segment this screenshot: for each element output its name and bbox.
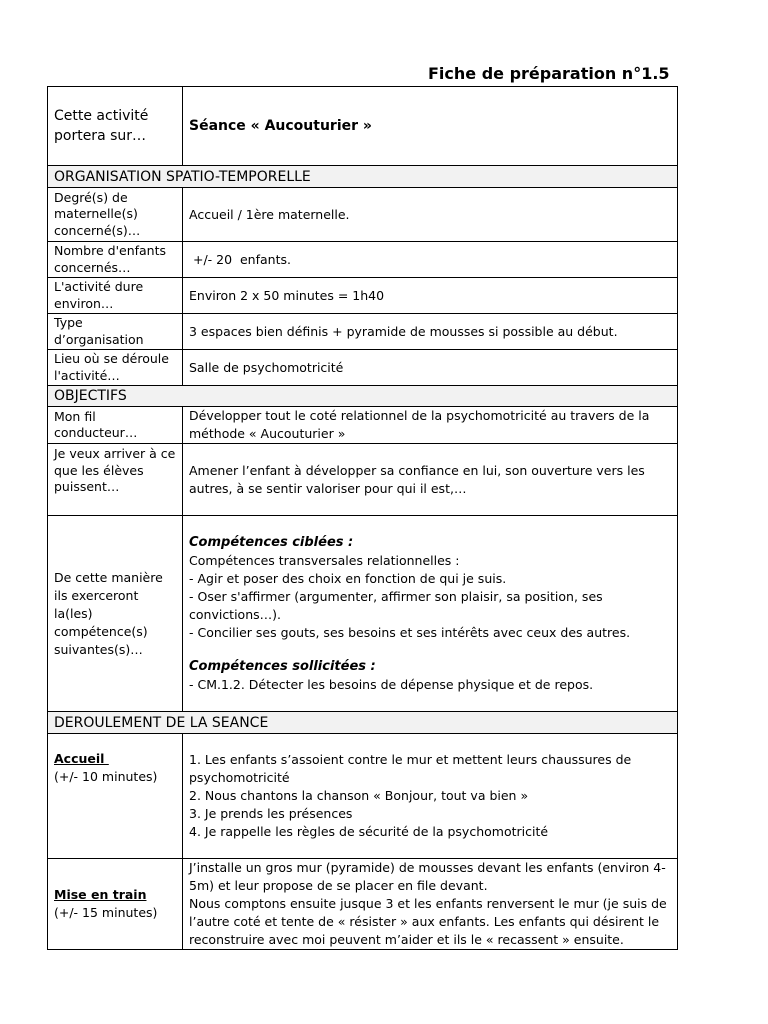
row-label-line: Lieu où se déroule <box>54 351 169 366</box>
competence-line: - CM.1.2. Détecter les besoins de dépense physique et de repos. <box>189 676 594 692</box>
row-label-line: d’organisation <box>54 331 144 347</box>
competences-sollicitees-title: Compétences sollicitées : <box>189 658 376 674</box>
step-label <box>48 859 183 950</box>
competences-cell <box>183 516 678 712</box>
table-row <box>48 314 678 350</box>
section-deroulement: DEROULEMENT DE LA SEANCE <box>48 712 678 734</box>
row-label <box>48 516 183 712</box>
row-label-line: L'activité dure <box>54 279 144 294</box>
competence-line: - Oser s'affirmer (argumenter, affirmer son plaisir, sa position, ses <box>189 588 603 604</box>
row-label-line: conducteur… <box>54 425 138 440</box>
table-row <box>48 859 678 950</box>
subject-label-line: Cette activité <box>54 108 149 124</box>
competence-line: - Concilier ses gouts, ses besoins et ses intérêts avec ceux des autres. <box>189 624 631 640</box>
competences-cibles-title: Compétences ciblées : <box>189 534 354 550</box>
row-label-line: maternelle(s) <box>54 206 138 222</box>
table-row <box>48 734 678 859</box>
table-row <box>48 350 678 386</box>
row-label <box>48 242 183 278</box>
subject-value: Séance « Aucouturier » <box>189 118 372 134</box>
step-line: Nous comptons ensuite jusque 3 et les enfants renversent le mur (je suis de <box>189 896 667 911</box>
step-content <box>183 734 678 859</box>
step-line: 3. Je prends les présences <box>189 806 353 821</box>
row-value <box>183 407 678 444</box>
step-line: 2. Nous chantons la chanson « Bonjour, tout va bien » <box>189 788 529 803</box>
step-line: J’installe un gros mur (pyramide) de mousses devant les enfants (environ 4- <box>189 860 666 875</box>
row-label <box>48 188 183 242</box>
table-row <box>48 242 678 278</box>
row-label-line: concernés… <box>54 259 131 275</box>
table-row <box>48 407 678 444</box>
step-line: 5m) et leur propose de se placer en file devant. <box>189 878 488 893</box>
competence-line: - Agir et poser des choix en fonction de qui je suis. <box>189 570 507 586</box>
row-label-line: ils exerceront <box>54 587 139 603</box>
table-row <box>48 278 678 314</box>
step-duration: (+/- 10 minutes) <box>54 769 158 784</box>
row-label <box>48 407 183 444</box>
row-label <box>48 314 183 350</box>
table-row <box>48 516 678 712</box>
competence-line: convictions…). <box>189 606 281 622</box>
table-row <box>48 188 678 242</box>
preparation-table <box>47 86 678 950</box>
row-label-line: la(les) <box>54 605 93 621</box>
subject-row <box>48 87 678 166</box>
row-value: 3 espaces bien définis + pyramide de mousses si possible au début. <box>183 314 678 350</box>
row-label-line: compétence(s) <box>54 623 148 639</box>
step-title: Mise en train <box>54 887 147 902</box>
step-line: 4. Je rappelle les règles de sécurité de la psychomotricité <box>189 824 549 839</box>
row-label-line: l'activité… <box>54 367 120 383</box>
row-label-line: Je veux arriver à ce <box>54 446 176 461</box>
row-label <box>48 278 183 314</box>
row-label-line: Type <box>54 315 83 330</box>
table-row <box>48 444 678 516</box>
row-value: +/- 20 enfants. <box>183 242 678 278</box>
row-label-line: environ… <box>54 295 114 311</box>
step-duration: (+/- 15 minutes) <box>54 905 158 920</box>
row-label-line: puissent… <box>54 479 120 494</box>
step-line: l’autre coté et tente de « résister » aux enfants. Les enfants qui désirent le <box>189 914 660 929</box>
row-value-line: autres, à se sentir valoriser pour qui il est,… <box>189 480 467 496</box>
row-value: Environ 2 x 50 minutes = 1h40 <box>183 278 678 314</box>
page-title: Fiche de préparation n°1.5 <box>428 64 670 83</box>
row-value-line: Amener l’enfant à développer sa confiance en lui, son ouverture vers les <box>189 462 645 478</box>
row-value-line: Développer tout le coté relationnel de la psychomotricité au travers de la <box>189 408 650 423</box>
subject-label-line: portera sur… <box>54 128 147 144</box>
row-label <box>48 350 183 386</box>
step-title: Accueil <box>54 751 109 766</box>
row-label-line: Mon fil <box>54 408 96 424</box>
step-line: psychomotricité <box>189 770 290 785</box>
step-line: 1. Les enfants s’assoient contre le mur et mettent leurs chaussures de <box>189 752 632 767</box>
row-label-line: que les élèves <box>54 462 144 478</box>
row-value: Accueil / 1ère maternelle. <box>183 188 678 242</box>
section-organisation: ORGANISATION SPATIO-TEMPORELLE <box>48 166 678 188</box>
competence-line: Compétences transversales relationnelles : <box>189 552 460 568</box>
subject-label <box>48 87 183 166</box>
step-line: reconstruire avec moi peuvent m’aider et ils le « recassent » ensuite. <box>189 932 624 947</box>
row-label <box>48 444 183 516</box>
section-objectifs: OBJECTIFS <box>48 386 678 407</box>
row-value-line: méthode « Aucouturier » <box>189 426 346 441</box>
row-label-line: concerné(s)… <box>54 222 141 238</box>
row-label-line: Nombre d'enfants <box>54 243 167 258</box>
subject-value-cell <box>183 87 678 166</box>
row-label-line: De cette manière <box>54 569 163 585</box>
row-value: Salle de psychomotricité <box>183 350 678 386</box>
row-label-line: suivantes(s)… <box>54 641 143 657</box>
row-value <box>183 444 678 516</box>
row-label-line: Degré(s) de <box>54 189 128 205</box>
step-label <box>48 734 183 859</box>
step-content <box>183 859 678 950</box>
